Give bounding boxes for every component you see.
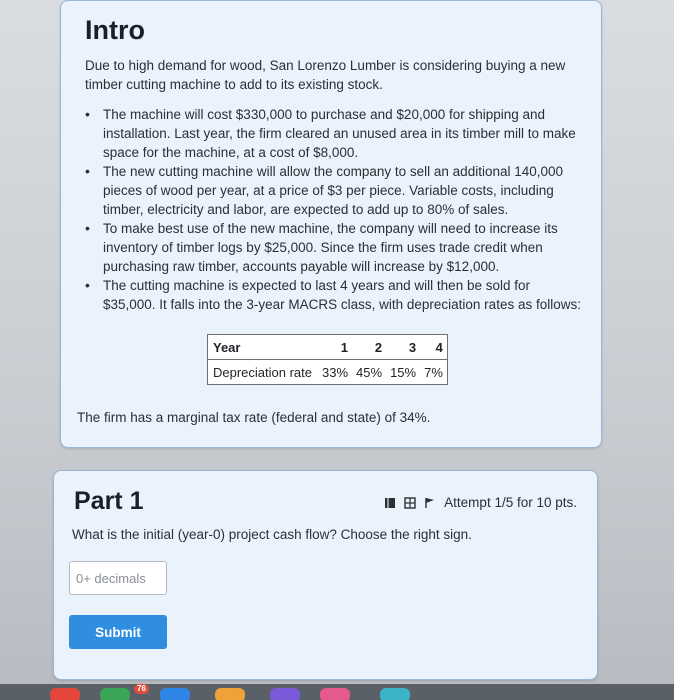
table-cell: 3 <box>386 335 420 360</box>
flag-icon[interactable] <box>424 497 436 509</box>
list-item: • The new cutting machine will allow the company to sell an additional 140,000 pieces of wood per year, at a price of $3 per piece. Variable costs, including timber, electricity and labor, are expected to add up to 80% of sales. <box>91 162 581 219</box>
table-cell: 2 <box>352 335 386 360</box>
intro-title: Intro <box>85 15 145 45</box>
intro-card <box>60 0 602 448</box>
list-item: • To make best use of the new machine, the company will need to increase its inventory of timber logs by $25,000. Since the firm uses trade credit when purchasing raw timber, accounts payable will increase by $12,000. <box>91 219 581 276</box>
table-row-label: Depreciation rate <box>213 365 312 380</box>
table-cell: 45% <box>356 365 383 380</box>
table-cell: 15% <box>390 365 417 380</box>
submit-button[interactable]: Submit <box>69 615 167 649</box>
attempt-counter: Attempt 1/5 for 10 pts. <box>444 495 577 510</box>
dock-app-icon[interactable] <box>100 688 130 700</box>
notes-icon[interactable] <box>384 497 396 509</box>
answer-input[interactable] <box>69 561 167 595</box>
table-row <box>208 360 448 385</box>
dock-app-icon[interactable] <box>270 688 300 700</box>
part-card <box>53 470 598 680</box>
table-cell: 7% <box>424 365 443 380</box>
depreciation-table <box>207 334 448 385</box>
intro-description: Due to high demand for wood, San Lorenzo Lumber is considering buying a new timber cutting machine to add to its existing stock. <box>85 58 566 92</box>
intro-bullet-list <box>91 105 581 314</box>
list-item: • The cutting machine is expected to last 4 years and will then be sold for $35,000. It falls into the 3-year MACRS class, with depreciation rates as follows: <box>91 276 581 314</box>
part-title: Part 1 <box>74 487 144 515</box>
table-header-year: Year <box>208 335 319 360</box>
calculator-icon[interactable] <box>404 497 416 509</box>
table-cell: 33% <box>322 365 349 380</box>
tax-note: The firm has a marginal tax rate (federal and state) of 34%. <box>77 410 431 425</box>
list-item: • The machine will cost $330,000 to purchase and $20,000 for shipping and installation. Last year, the firm cleared an unused area in its timber mill to make space for the machine, at a cost of $8,000. <box>91 105 581 162</box>
question-text: What is the initial (year-0) project cash flow? Choose the right sign. <box>72 527 472 542</box>
dock-app-icon[interactable] <box>215 688 245 700</box>
dock-bar <box>0 684 674 700</box>
table-cell: 4 <box>420 335 447 360</box>
dock-badge: 76 <box>134 684 149 694</box>
table-row <box>208 335 448 360</box>
table-cell: 1 <box>318 335 352 360</box>
dock-app-icon[interactable] <box>50 688 80 700</box>
part-toolbar <box>384 495 577 510</box>
dock-app-icon[interactable] <box>320 688 350 700</box>
dock-app-icon[interactable] <box>160 688 190 700</box>
dock-app-icon[interactable] <box>380 688 410 700</box>
